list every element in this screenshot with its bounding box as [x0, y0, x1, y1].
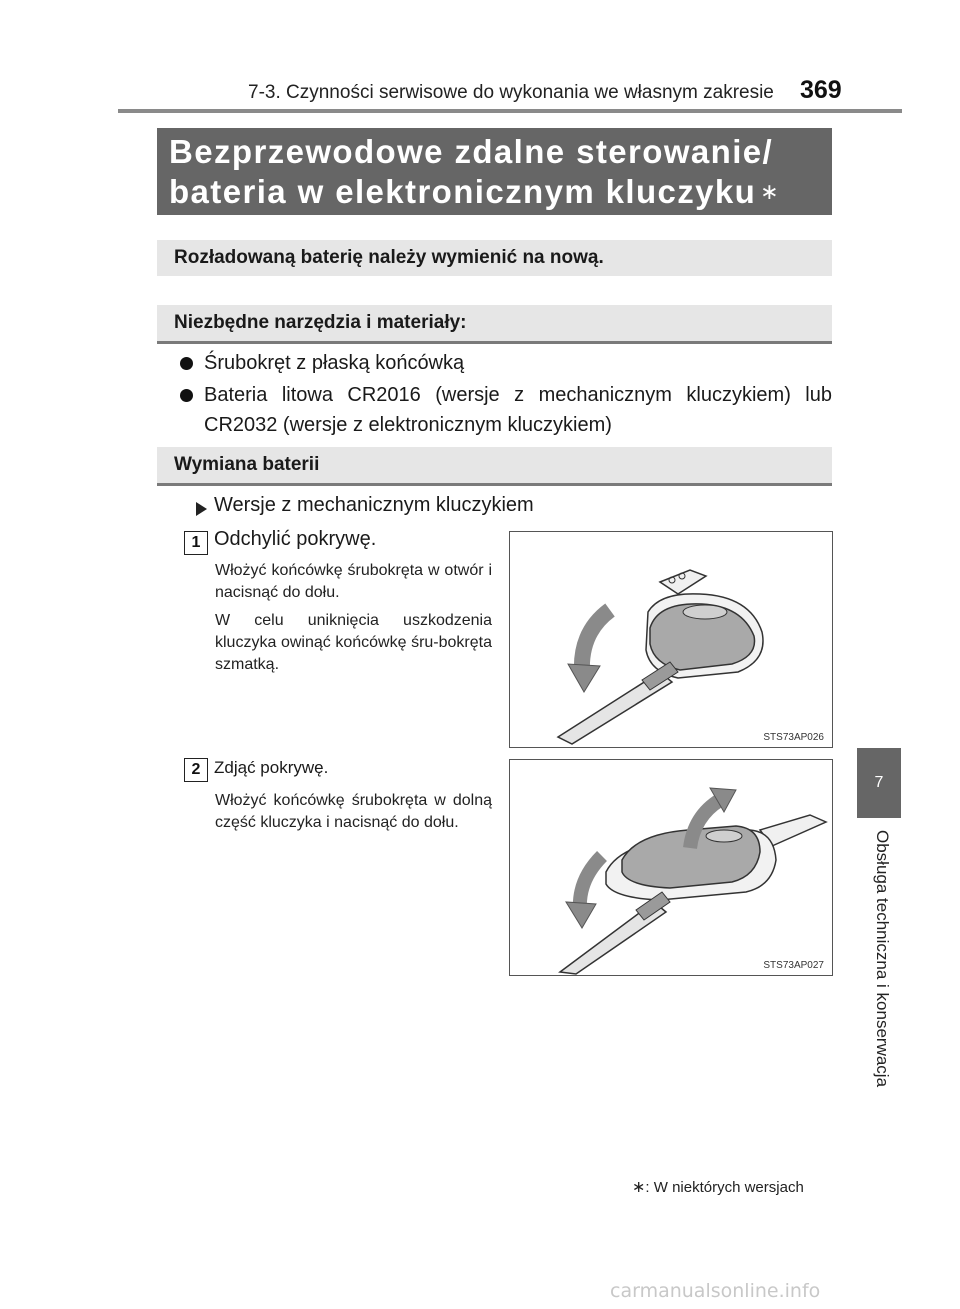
watermark: carmanualsonline.info — [610, 1280, 821, 1302]
figure-remove-cover — [509, 759, 833, 976]
intro-bar: Rozładowaną baterię należy wymienić na nową. — [157, 240, 832, 276]
header-rule — [118, 109, 902, 113]
chapter-tab-number[interactable]: 7 — [857, 748, 901, 818]
list-item — [180, 380, 832, 440]
step-2-note-1: Włożyć końcówkę śrubokręta w dolną część kluczyka i nacisnąć do dołu. — [215, 792, 492, 831]
replace-heading: Wymiana baterii — [157, 447, 832, 486]
tools-heading: Niezbędne narzędzia i materiały: — [157, 305, 832, 344]
figure-code: STS73AP026 — [763, 732, 824, 743]
footnote-asterisk: ∗ — [632, 1179, 646, 1196]
footnote-text: : W niektórych wersjach — [645, 1179, 804, 1196]
list-item-text: Śrubokręt z płaską końcówką — [204, 352, 465, 374]
page-title — [157, 128, 832, 215]
key-remove-cover-illustration — [510, 760, 832, 975]
page-number: 369 — [800, 76, 842, 104]
figure-open-cover — [509, 531, 833, 748]
bullet-icon — [180, 389, 193, 402]
subsection-title: Wersje z mechanicznym kluczykiem — [214, 494, 534, 516]
page-title-text: Bezprzewodowe zdalne sterowanie/ bateria w elektronicznym kluczyku — [169, 133, 774, 210]
figure-code: STS73AP027 — [763, 960, 824, 971]
step-number-1: 1 — [184, 531, 208, 555]
step-2-title: Zdjąć pokrywę. — [214, 758, 329, 777]
step-1-title: Odchylić pokrywę. — [214, 528, 377, 550]
step-1-note-2: W celu uniknięcia uszkodzenia kluczyka owinąć końcówkę śru-bokręta szmatką. — [215, 612, 492, 673]
list-item-text: Bateria litowa CR2016 (wersje z mechanicznym kluczykiem) lub CR2032 (wersje z elektronicznym kluczykiem) — [204, 384, 832, 436]
title-asterisk: ∗ — [760, 179, 781, 204]
triangle-marker-icon — [196, 502, 207, 516]
key-open-cover-illustration — [510, 532, 832, 747]
footnote — [632, 1177, 804, 1197]
bullet-icon — [180, 357, 193, 370]
chapter-tab-label: Obsługa techniczna i konserwacja — [873, 830, 892, 1088]
step-1-note-1: Włożyć końcówkę śrubokręta w otwór i nacisnąć do dołu. — [215, 562, 492, 601]
running-head: 7-3. Czynności serwisowe do wykonania we własnym zakresie — [248, 82, 774, 103]
step-number-2: 2 — [184, 758, 208, 782]
list-item — [180, 348, 832, 378]
